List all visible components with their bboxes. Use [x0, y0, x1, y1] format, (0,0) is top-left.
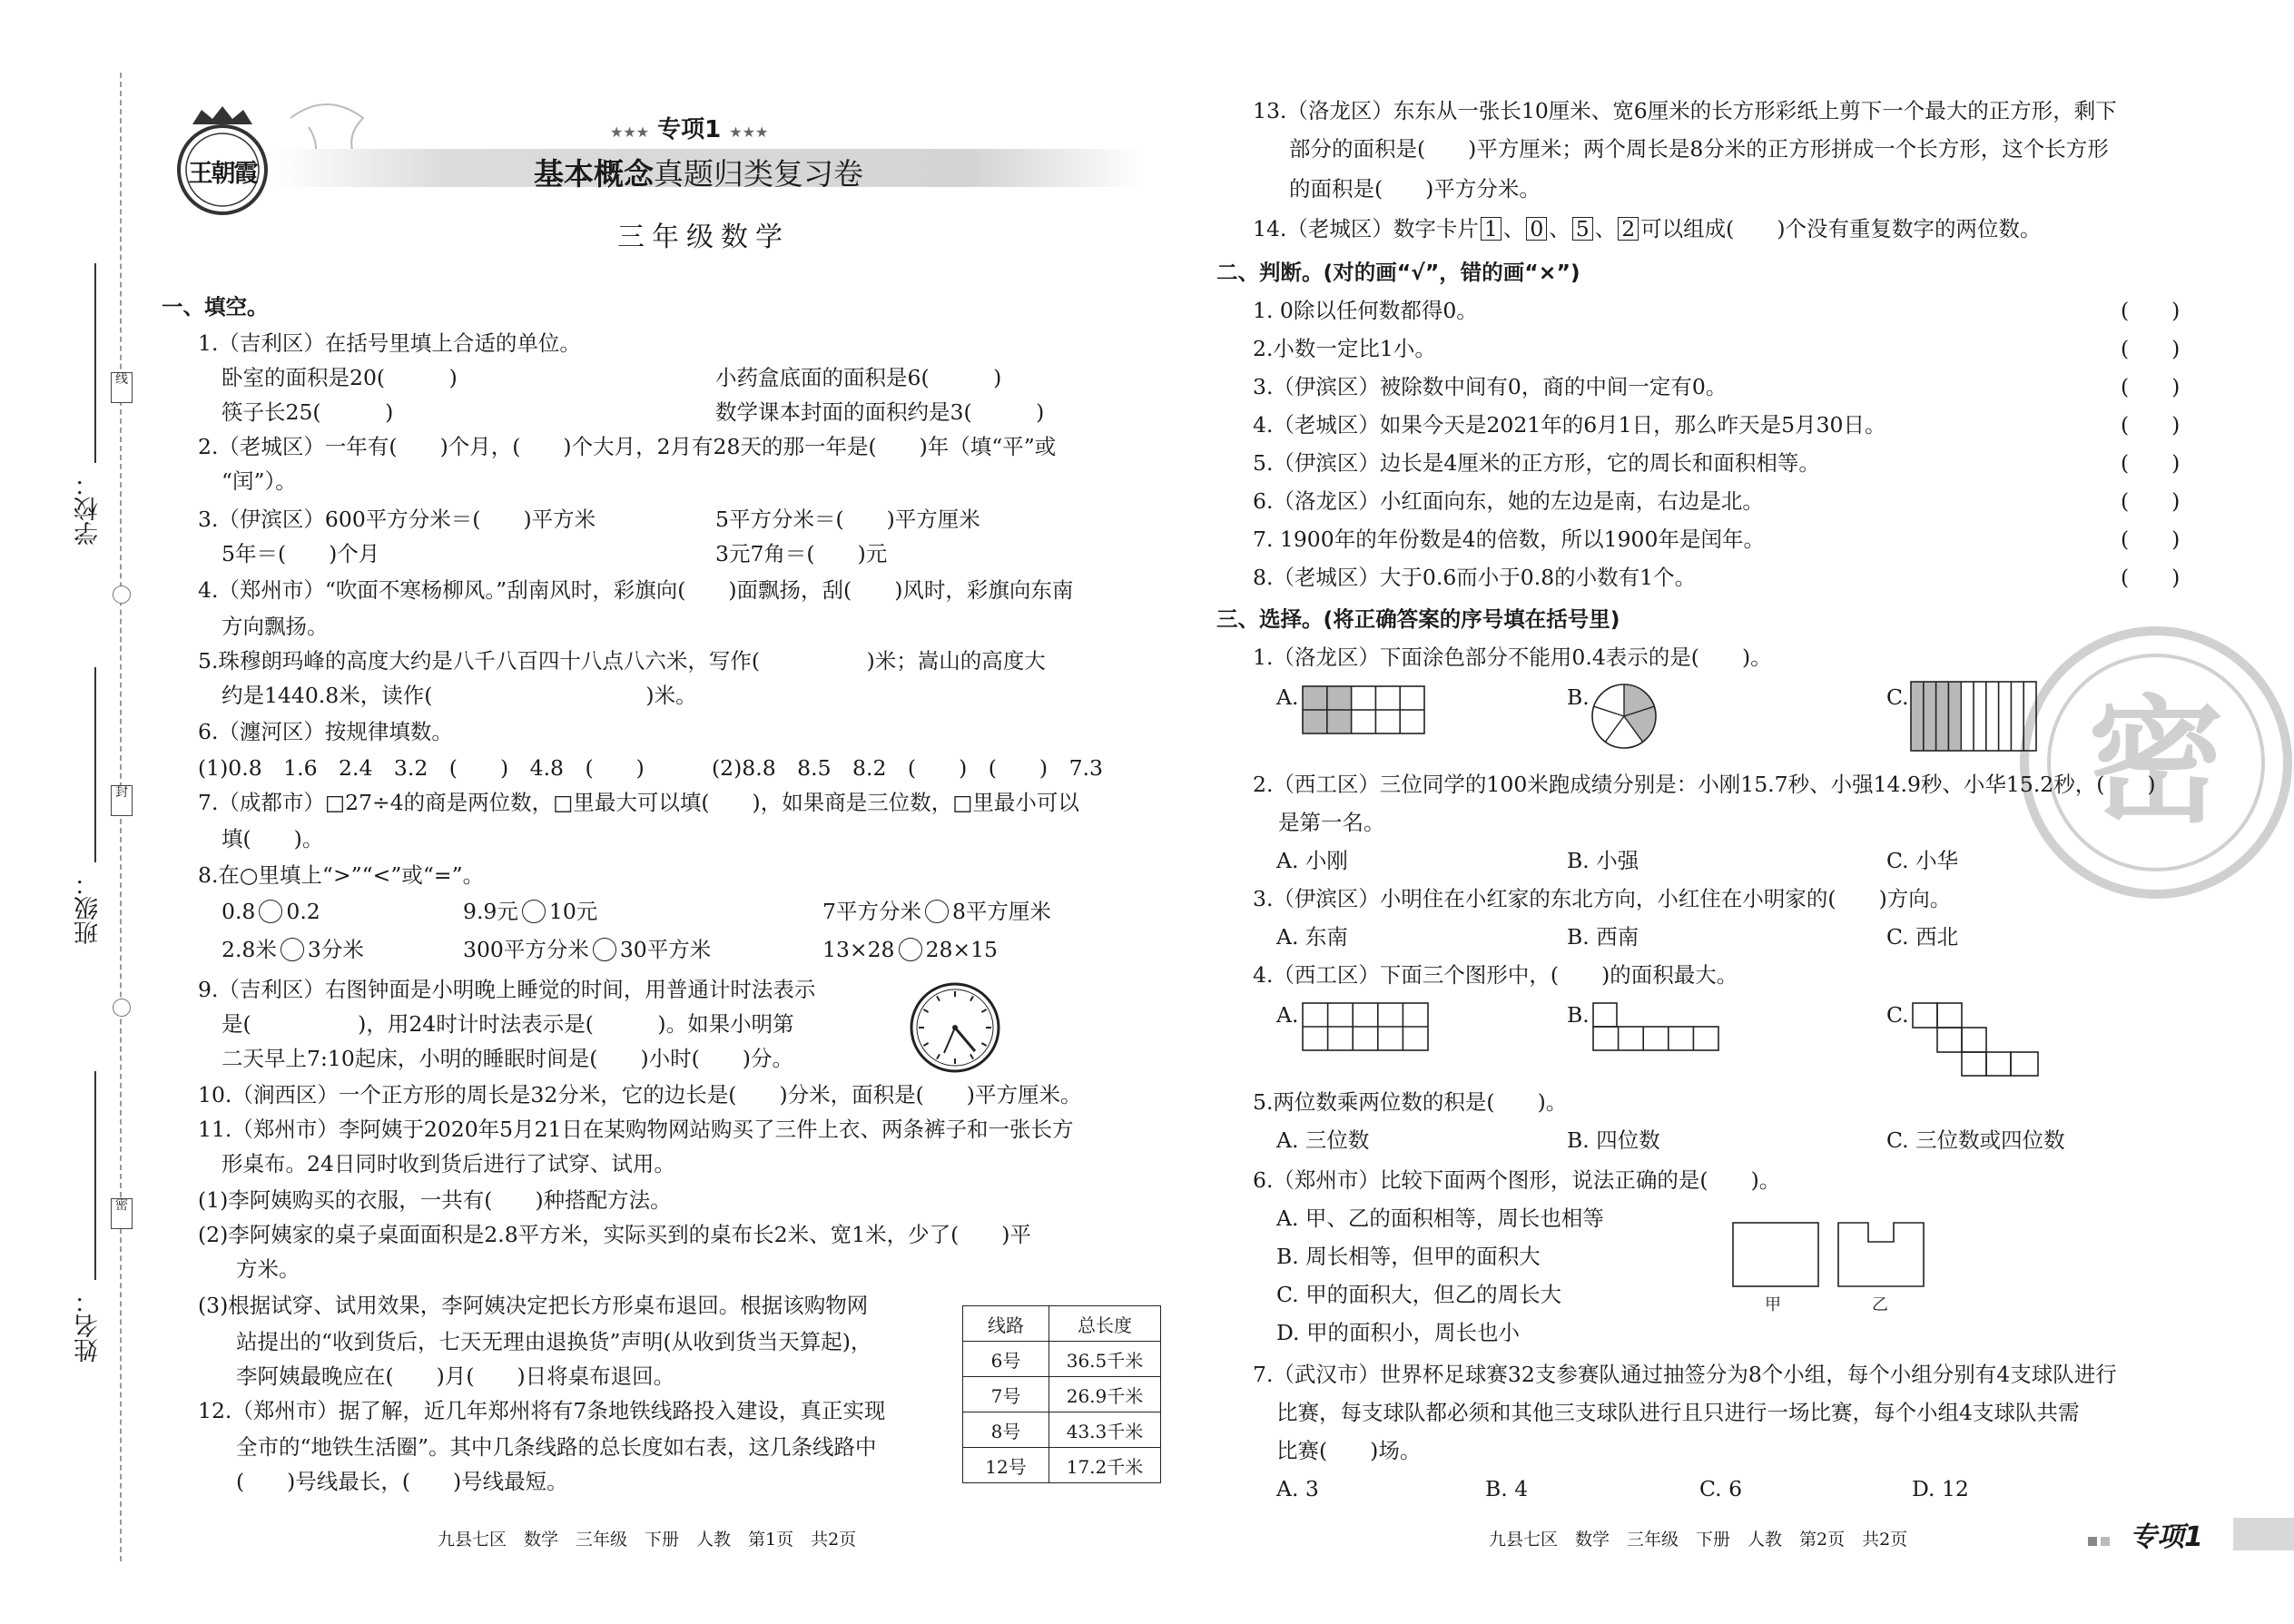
- logo-seal-icon: [174, 104, 271, 221]
- question-11: 11.（郑州市）李阿姨于2020年5月21日在某购物网站购买了三件上衣、两条裤子和一张长方: [198, 1117, 1074, 1142]
- shape-figure-c: [1912, 1002, 2039, 1080]
- judge-answer-blank[interactable]: ( ): [2121, 336, 2181, 361]
- c5-option-c[interactable]: C. 三位数或四位数: [1886, 1127, 2065, 1153]
- table-row: [963, 1342, 1161, 1377]
- q14-text: 14.（老城区）数字卡片: [1253, 216, 1479, 241]
- question-12: 12.（郑州市）据了解，近几年郑州将有7条地铁线路投入建设，真正实现: [198, 1398, 886, 1423]
- c3-option-c[interactable]: C. 西北: [1886, 924, 1959, 950]
- school-underline: [94, 263, 96, 463]
- question-9: 9.（吉利区）右图钟面是小明晚上睡觉的时间，用普通计时法表示: [198, 977, 816, 1002]
- question-13-cont: 部分的面积是( )平方厘米；两个周长是8分米的正方形拼成一个长方形，这个长方形: [1289, 136, 2109, 162]
- question-3: 3.（伊滨区）600平方分米＝( )平方米: [198, 507, 596, 532]
- choice-4: 4.（西工区）下面三个图形中，( )的面积最大。: [1253, 962, 1738, 988]
- compare-circle[interactable]: [281, 938, 304, 961]
- table-cell: 17.2千米: [1049, 1448, 1161, 1483]
- table-cell: 7号: [963, 1377, 1049, 1412]
- section-judge: 二、判断。(对的画“√”，错的画“×”): [1216, 260, 1580, 285]
- left-page-footer: 九县七区 数学 三年级 下册 人教 第1页 共2页: [438, 1530, 857, 1550]
- q8-right: 30平方米: [619, 937, 712, 962]
- c7-option-b[interactable]: B. 4: [1485, 1476, 1529, 1501]
- question-10: 10.（涧西区）一个正方形的周长是32分米，它的边长是( )分米，面积是( )平方厘米。: [198, 1082, 1082, 1107]
- school-label: 学校：: [74, 472, 103, 546]
- corner-band: [2233, 1518, 2294, 1550]
- shape-yi: [1837, 1222, 1925, 1291]
- c5-option-a[interactable]: A. 三位数: [1276, 1127, 1370, 1153]
- q8-right: 10元: [548, 899, 598, 924]
- table-cell: 12号: [963, 1448, 1049, 1483]
- q11-part3: (3)根据试穿、试用效果，李阿姨决定把长方形桌布退回。根据该购物网: [198, 1293, 869, 1318]
- q3-c: 5年＝( )个月: [222, 541, 380, 566]
- table-cell: 43.3千米: [1049, 1412, 1161, 1448]
- choice-5: 5.两位数乘两位数的积是( )。: [1253, 1089, 1568, 1115]
- section-fill-blank: 一、填空。: [162, 294, 269, 320]
- q8-left: 13×28: [822, 937, 895, 962]
- binding-dashed-line: [120, 73, 122, 1561]
- circle-figure-b: [1590, 683, 1658, 753]
- table-row: [963, 1377, 1161, 1412]
- c6-option-d[interactable]: D. 甲的面积小，周长也小: [1276, 1320, 1520, 1345]
- q3-d: 3元7角＝( )元: [715, 541, 888, 566]
- shape-jia: [1732, 1222, 1819, 1291]
- judge-answer-blank[interactable]: ( ): [2121, 450, 2181, 476]
- judge-answer-blank[interactable]: ( ): [2121, 527, 2181, 552]
- q11-part1: (1)李阿姨购买的衣服，一共有( )种搭配方法。: [198, 1187, 672, 1213]
- q8-left: 2.8米: [222, 937, 277, 962]
- q3-b: 5平方分米＝( )平方厘米: [715, 507, 980, 532]
- q8-compare: [222, 935, 364, 964]
- table-cell: 26.9千米: [1049, 1377, 1161, 1412]
- title-rest: 真题归类复习卷: [654, 156, 863, 192]
- option-a-label: A.: [1276, 1002, 1299, 1028]
- watermark-stamp: [2020, 626, 2292, 899]
- q14-text-end: 可以组成( )个没有重复数字的两位数。: [1640, 216, 2042, 241]
- clock-icon: [908, 980, 1002, 1078]
- q8-right: 8平方厘米: [951, 899, 1051, 924]
- choice-1: 1.（洛龙区）下面涂色部分不能用0.4表示的是( )。: [1253, 645, 1772, 670]
- q8-left: 9.9元: [463, 899, 518, 924]
- q11-part3-cont: 站提出的“收到货后，七天无理由退换货”声明(从收到货当天算起)，: [236, 1329, 872, 1354]
- judge-item: 8.（老城区）大于0.6而小于0.8的小数有1个。: [1253, 565, 1697, 590]
- q6-seq2: (2)8.8 8.5 8.2 ( ) ( ) 7.3: [712, 755, 1103, 781]
- q8-right: 28×15: [925, 937, 998, 962]
- corner-decoration: [2088, 1532, 2110, 1550]
- digit-card: 1: [1481, 217, 1501, 241]
- table-cell: 36.5千米: [1049, 1342, 1161, 1377]
- question-9-cont: 是( )，用24时计时法表示是( )。如果小明第: [222, 1011, 794, 1037]
- question-4-cont: 方向飘扬。: [222, 614, 329, 639]
- compare-circle[interactable]: [259, 900, 282, 923]
- question-13-cont2: 的面积是( )平方分米。: [1289, 176, 1541, 202]
- choice-7-cont2: 比赛( )场。: [1276, 1438, 1422, 1463]
- q1-textbook: 数学课本封面的面积约是3( ): [715, 399, 1045, 425]
- c6-option-a[interactable]: A. 甲、乙的面积相等，周长也相等: [1276, 1206, 1604, 1231]
- class-underline: [94, 667, 96, 862]
- judge-answer-blank[interactable]: ( ): [2121, 412, 2181, 438]
- binding-dot-icon: [113, 586, 131, 604]
- table-cell: 6号: [963, 1342, 1049, 1377]
- choice-2-cont: 是第一名。: [1278, 810, 1385, 835]
- choice-6: 6.（郑州市）比较下面两个图形，说法正确的是( )。: [1253, 1167, 1781, 1193]
- question-5-cont: 约是1440.8米，读作( )米。: [222, 683, 697, 708]
- strip-figure-c: [1910, 681, 2037, 755]
- q11-part2: (2)李阿姨家的桌子桌面面积是2.8平方米，实际买到的桌布长2米、宽1米，少了( )平: [198, 1222, 1031, 1247]
- q8-right: 3分米: [307, 937, 364, 962]
- question-7-cont: 填( )。: [222, 826, 324, 851]
- option-a-label: A.: [1276, 684, 1299, 710]
- q8-compare: [822, 935, 998, 964]
- judge-item: 6.（洛龙区）小红面向东，她的左边是南，右边是北。: [1253, 488, 1764, 514]
- special-label: ★★★ 专项1 ★★★: [610, 116, 769, 143]
- question-14: 14.（老城区）数字卡片 1 、 0 、 5 、 2 可以组成( )个没有重复数字的两位数。: [1253, 216, 2042, 241]
- c7-option-a[interactable]: A. 3: [1276, 1476, 1319, 1501]
- judge-item: 3.（伊滨区）被除数中间有0，商的中间一定有0。: [1253, 374, 1728, 399]
- judge-item: 5.（伊滨区）边长是4厘米的正方形，它的周长和面积相等。: [1253, 450, 1820, 476]
- c3-option-a[interactable]: A. 东南: [1276, 924, 1348, 950]
- shape-jia-label: 甲: [1765, 1295, 1781, 1314]
- watermark-text: 密: [2087, 684, 2224, 842]
- table-row: [963, 1448, 1161, 1483]
- table-header: 总长度: [1049, 1306, 1161, 1342]
- q8-compare: [463, 935, 711, 964]
- question-11-cont: 形桌布。24日同时收到货后进行了试穿、试用。: [222, 1151, 675, 1176]
- table-cell: 8号: [963, 1412, 1049, 1448]
- question-4: 4.（郑州市）“吹面不寒杨柳风。”刮南风时，彩旗向( )面飘扬，刮( )风时，彩旗向东南: [198, 577, 1074, 603]
- corner-label: 专项1: [2130, 1521, 2203, 1553]
- q8-compare: [463, 897, 597, 926]
- c3-option-b[interactable]: B. 西南: [1567, 924, 1639, 950]
- judge-answer-blank[interactable]: ( ): [2121, 488, 2181, 514]
- judge-item: 2.小数一定比1小。: [1253, 336, 1436, 361]
- seal-mark-secret: 密: [111, 1198, 133, 1229]
- q1-bedroom: 卧室的面积是20( ): [222, 365, 458, 390]
- c7-option-c[interactable]: C. 6: [1699, 1476, 1743, 1501]
- q8-compare: [222, 897, 320, 926]
- shape-figure-a: [1302, 1002, 1429, 1055]
- shape-yi-label: 乙: [1872, 1295, 1888, 1314]
- q8-left: 300平方分米: [463, 937, 589, 962]
- question-13: 13.（洛龙区）东东从一张长10厘米、宽6厘米的长方形彩纸上剪下一个最大的正方形，剩下: [1253, 98, 2117, 123]
- special-label-text: 专项1: [657, 116, 722, 143]
- table-header-row: [963, 1306, 1161, 1342]
- question-5: 5.珠穆朗玛峰的高度大约是八千八百四十八点八六米，写作( )米；嵩山的高度大: [198, 648, 1046, 674]
- compare-circle[interactable]: [925, 900, 949, 923]
- question-7: 7.（成都市）□27÷4的商是两位数，□里最大可以填( )，如果商是三位数，□里最小可以: [198, 790, 1079, 815]
- table-row: [963, 1412, 1161, 1448]
- name-underline: [94, 1071, 96, 1280]
- title-bold: 基本概念: [534, 156, 654, 192]
- question-8: 8.在○里填上“>”“<”或“=”。: [198, 862, 485, 888]
- compare-circle[interactable]: [522, 900, 546, 923]
- page-subtitle: 三年级数学: [617, 221, 790, 253]
- choice-7: 7.（武汉市）世界杯足球赛32支参赛队通过抽签分为8个小组，每个小组分别有4支球队进行: [1253, 1362, 2117, 1387]
- q11-part3-cont2: 李阿姨最晚应在( )月( )日将桌布退回。: [236, 1363, 675, 1389]
- name-label: 姓名：: [74, 1289, 103, 1363]
- compare-circle[interactable]: [899, 938, 922, 961]
- choice-3: 3.（伊滨区）小明住在小红家的东北方向，小红住在小明家的( )方向。: [1253, 886, 1952, 911]
- right-page-footer: 九县七区 数学 三年级 下册 人教 第2页 共2页: [1489, 1530, 1908, 1550]
- judge-item: 7. 1900年的年份数是4的倍数，所以1900年是闰年。: [1253, 527, 1765, 552]
- compare-circle[interactable]: [593, 938, 616, 961]
- seal-mark-seal: 封: [111, 785, 133, 816]
- judge-answer-blank[interactable]: ( ): [2121, 565, 2181, 590]
- question-6: 6.（瀍河区）按规律填数。: [198, 719, 453, 744]
- question-12-cont: 全市的“地铁生活圈”。其中几条线路的总长度如右表，这几条线路中: [236, 1434, 877, 1460]
- judge-item: 4.（老城区）如果今天是2021年的6月1日，那么昨天是5月30日。: [1253, 412, 1886, 438]
- question-2-cont: “闰”）。: [222, 468, 297, 494]
- option-b-label: B.: [1567, 1002, 1590, 1028]
- q1-chopsticks: 筷子长25( ): [222, 399, 394, 425]
- binding-dot-icon: [113, 999, 131, 1017]
- c2-option-c[interactable]: C. 小华: [1886, 848, 1959, 873]
- q8-left: 0.8: [222, 899, 256, 924]
- c7-option-d[interactable]: D. 12: [1912, 1476, 1969, 1501]
- q11-part2-cont: 方米。: [236, 1256, 300, 1282]
- question-9-cont2: 二天早上7:10起床，小明的睡眠时间是( )小时( )分。: [222, 1046, 793, 1071]
- q8-compare: [822, 897, 1051, 926]
- c2-option-b[interactable]: B. 小强: [1567, 848, 1639, 873]
- c6-option-b[interactable]: B. 周长相等，但甲的面积大: [1276, 1244, 1541, 1269]
- logo-text: 王朝霞: [188, 160, 257, 188]
- digit-card: 0: [1526, 217, 1547, 241]
- question-1: 1.（吉利区）在括号里填上合适的单位。: [198, 330, 581, 356]
- judge-item: 1. 0除以任何数都得0。: [1253, 298, 1478, 323]
- metro-length-table: [962, 1305, 1161, 1483]
- question-2: 2.（老城区）一年有( )个月，( )个大月，2月有28天的那一年是( )年（填“平”或: [198, 434, 1057, 459]
- q8-left: 7平方分米: [822, 899, 921, 924]
- choice-7-cont: 比赛，每支球队都必须和其他三支球队进行且只进行一场比赛，每个小组4支球队共需: [1276, 1400, 2080, 1425]
- digit-card: 5: [1572, 217, 1593, 241]
- q1-pillbox: 小药盒底面的面积是6( ): [715, 365, 1002, 390]
- option-c-label: C.: [1886, 684, 1909, 710]
- section-choice: 三、选择。(将正确答案的序号填在括号里): [1216, 606, 1620, 632]
- q6-seq1: (1)0.8 1.6 2.4 3.2 ( ) 4.8 ( ): [198, 755, 645, 781]
- q8-right: 0.2: [286, 899, 320, 924]
- digit-card: 2: [1618, 217, 1639, 241]
- choice-2: 2.（西工区）三位同学的100米跑成绩分别是：小刚15.7秒、小强14.9秒、小华15.2秒，( ): [1253, 772, 2156, 797]
- shape-figure-b: [1592, 1002, 1719, 1055]
- c5-option-b[interactable]: B. 四位数: [1567, 1127, 1660, 1153]
- question-12-cont2: ( )号线最长，( )号线最短。: [236, 1469, 568, 1494]
- option-c-label: C.: [1886, 1002, 1909, 1028]
- page-title: [534, 151, 863, 193]
- seal-mark-line: 线: [111, 372, 133, 403]
- class-label: 班级：: [74, 871, 103, 945]
- judge-answer-blank[interactable]: ( ): [2121, 374, 2181, 399]
- table-header: 线路: [963, 1306, 1049, 1342]
- option-b-label: B.: [1567, 684, 1590, 710]
- grid-figure-a: [1302, 685, 1425, 738]
- c6-option-c[interactable]: C. 甲的面积大，但乙的周长大: [1276, 1282, 1562, 1307]
- c2-option-a[interactable]: A. 小刚: [1276, 848, 1348, 873]
- judge-answer-blank[interactable]: ( ): [2121, 298, 2181, 323]
